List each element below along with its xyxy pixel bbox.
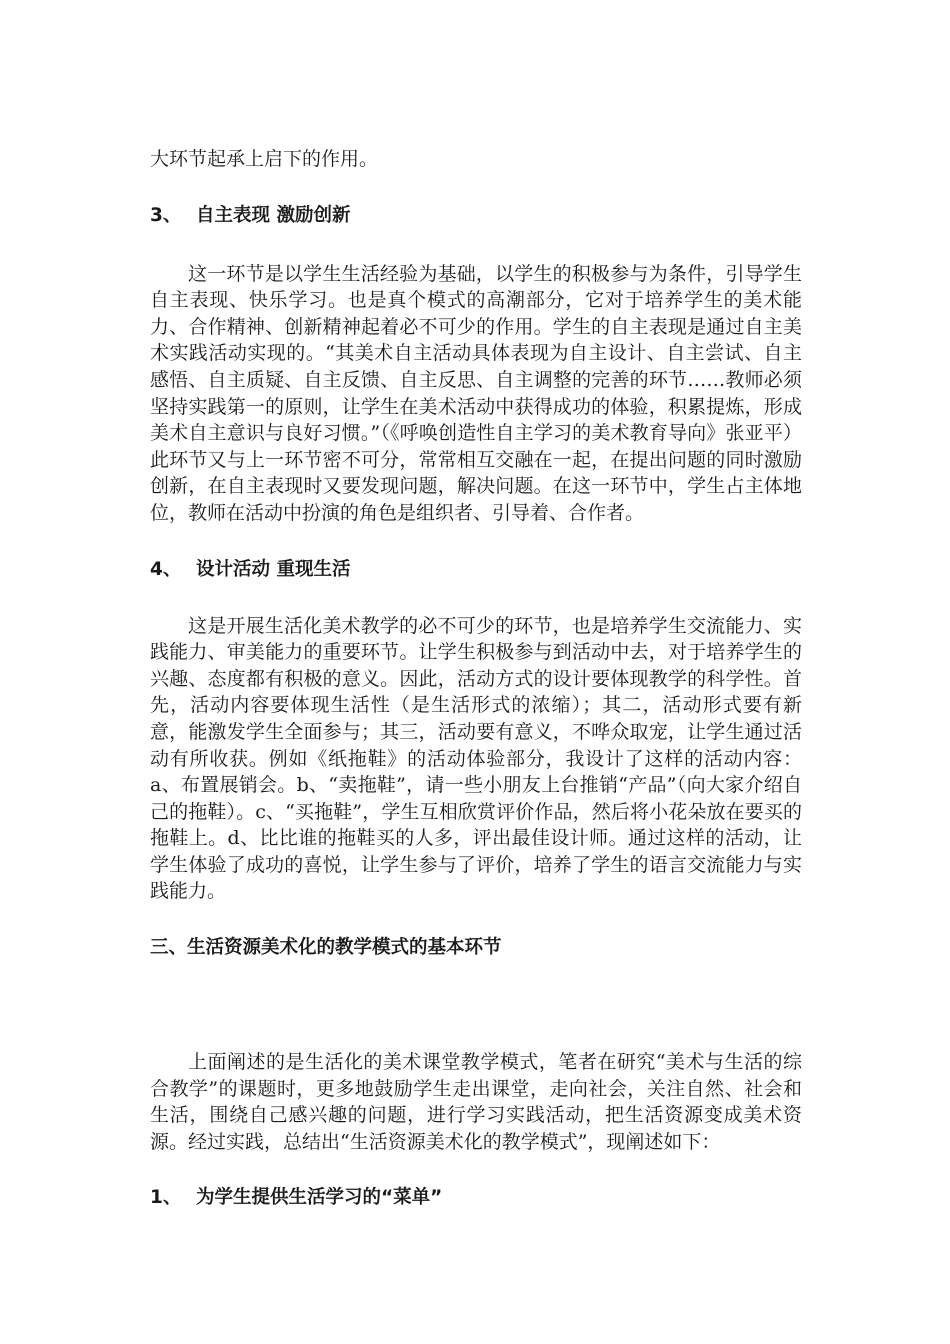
section-4-body: 这是开展生活化美术教学的必不可少的环节，也是培养学生交流能力、实践能力、审美能力的重要环节。让学生积极参与到活动中去，对于培养学生的兴趣、态度都有积极的意义。因此，活动方式的设计要体现教学的科学性。首先，活动内容要体现生活性（是生活形式的浓缩）；其二，活动形式要有新意，能激发学生全面参与；其三，活动要有意义，不哗众取宠，让学生通过活动有所收获。例如《纸拖鞋》的活动体验部分，我设计了这样的活动内容：a、布置展销会。b、“卖拖鞋”，请一些小朋友上台推销“产品”（向大家介绍自己的拖鞋）。c、“买拖鞋”，学生互相欣赏评价作品，然后将小花朵放在要买的拖鞋上。d、比比谁的拖鞋买的人多，评出最佳设计师。通过这样的活动，让学生体验了成功的喜悦，让学生参与了评价，培养了学生的语言交流能力与实践能力。: [150, 614, 802, 903]
part-3-heading: 三、生活资源美术化的教学模式的基本环节: [150, 937, 502, 959]
section-4-heading: [150, 557, 802, 583]
section-4-title: 设计活动 重现生活: [196, 558, 351, 580]
section-4-number: 4、: [150, 558, 182, 580]
document-page: [150, 140, 802, 1211]
continuation-paragraph: 大环节起承上启下的作用。: [150, 148, 379, 170]
section-3-number: 3、: [150, 204, 182, 226]
section-3-title: 自主表现 激励创新: [196, 204, 351, 226]
part-3-body: 上面阐述的是生活化的美术课堂教学模式，笔者在研究“美术与生活的综合教学”的课题时，更多地鼓励学生走出课堂，走向社会，关注自然、社会和生活，围绕自己感兴趣的问题，进行学习实践活动，把生活资源变成美术资源。经过实践，总结出“生活资源美术化的教学模式”，现阐述如下：: [150, 1051, 802, 1153]
subsection-1-title: 为学生提供生活学习的“菜单”: [196, 1187, 443, 1209]
section-3-heading: [150, 203, 802, 229]
subsection-1-number: 1、: [150, 1187, 182, 1209]
subsection-1-heading: [150, 1185, 802, 1211]
section-3-body: 这一环节是以学生生活经验为基础，以学生的积极参与为条件，引导学生自主表现、快乐学习。也是真个模式的高潮部分，它对于培养学生的美术能力、合作精神、创新精神起着必不可少的作用。学生的自主表现是通过自主美术实践活动实现的。“其美术自主活动具体表现为自主设计、自主尝试、自主感悟、自主质疑、自主反馈、自主反思、自主调整的完善的环节……教师必须坚持实践第一的原则，让学生在美术活动中获得成功的体验，积累提炼，形成美术自主意识与良好习惯。”（《呼唤创造性自主学习的美术教育导向》张亚平）此环节又与上一环节密不可分，常常相互交融在一起，在提出问题的同时激励创新，在自主表现时又要发现问题，解决问题。在这一环节中，学生占主体地位，教师在活动中扮演的角色是组织者、引导着、合作者。: [150, 262, 802, 524]
